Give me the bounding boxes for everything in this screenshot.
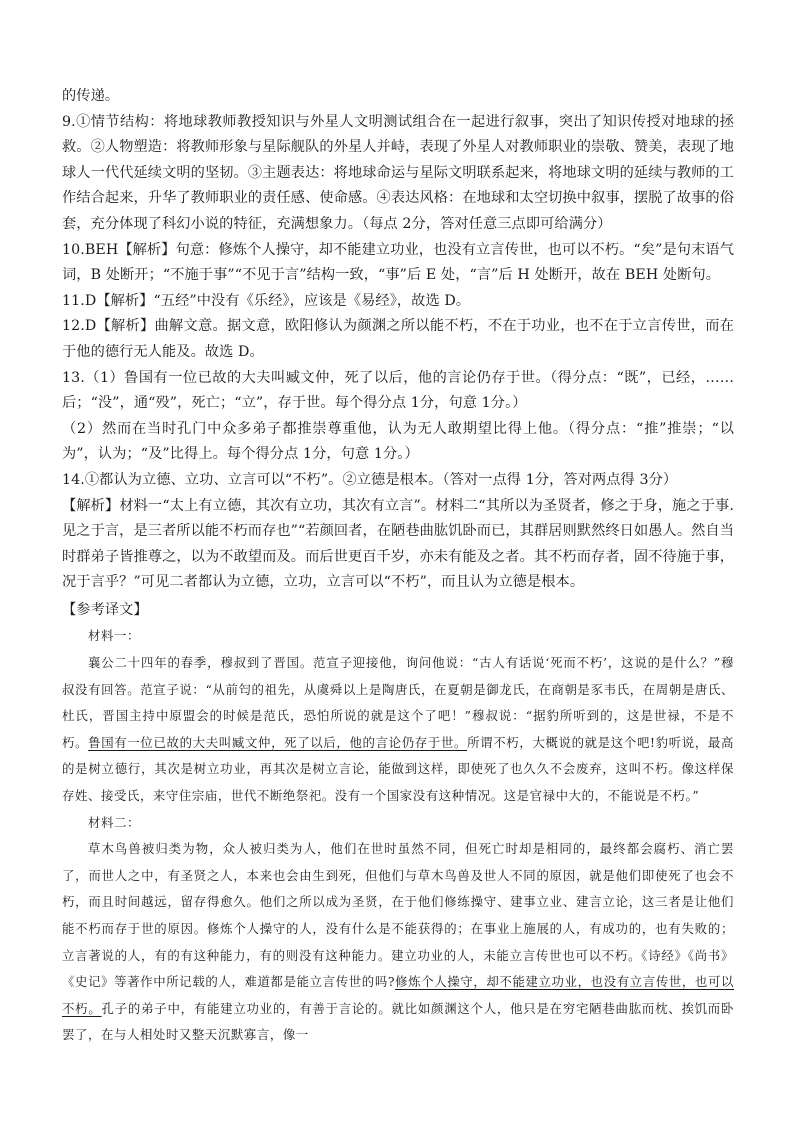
material-one-text-a: 襄公二十四年的春季，穆叔到了晋国。范宣子迎接他，询问他说：“古人有话说‘死而不朽’，这说的是什么？”穆叔没有回答。范宣子说：“从前匄的祖先，从虞舜以上是陶唐氏，在夏朝是御龙氏，在商朝是豕韦氏，在周朝是唐氏、杜氏，晋国主持中原盟会的时候是范氏，恐怕所说的就是这个了吧！”穆叔说：“据豹所听到的，这是世禄，不是不朽。 [62, 655, 734, 750]
answer-q11: 11.D【解析】“五经”中没有《乐经》，应该是《易经》，故选 D。 [62, 292, 471, 309]
answer-q13-2: （2）然而在当时孔门中众多弟子都推崇尊重他，认为无人敢期望比得上他。（得分点：“推”推崇；“以为”，认为；“及”比得上。每个得分点 1分，句意 1分。） [62, 420, 734, 463]
answer-page [62, 84, 734, 1049]
material-two-text-b: 孔子的弟子中，有能建立功业的，有善于言论的。就比如颜渊这个人，他只是在穷宅陋巷曲肱而枕、挨饥而卧罢了，在与人相处时又整天沉默寡言，像一 [62, 1000, 734, 1043]
answer-q14: 14.①都认为立德、立功、立言可以“不朽”。②立德是根本。（答对一点得 1分，答对两点得 3分） [62, 471, 678, 488]
answer-continuation: 的传递。 [62, 88, 120, 104]
material-two-underlined: 修炼个人操守，却不能建立功业，也没有立言传世，也可以不朽。 [62, 974, 734, 1016]
answer-q9: 9.①情节结构：将地球教师教授知识与外星人文明测试组合在一起进行叙事，突出了知识传授对地球的拯救。②人物塑造：将教师形象与星际舰队的外星人并峙，表现了外星人对教师职业的崇敬、赞美，表现了地球人一代代延续文明的坚韧。③主题表达：将地球命运与星际文明联系起来，将地球文明的延续与教师的工作结合起来，升华了教师职业的责任感、使命感。④表达风格：在地球和太空切换中叙事，摆脱了故事的俗套，充分体现了科幻小说的特征，充满想象力。（每点 2分，答对任意三点即可给满分） [62, 113, 734, 232]
material-one-text [62, 650, 734, 810]
material-one-title: 材料一： [88, 628, 140, 644]
material-one-underlined: 鲁国有一位已故的大夫叫臧文仲，死了以后，他的言论仍存于世。 [88, 734, 468, 750]
answer-q14-analysis: 【解析】材料一“太上有立德，其次有立功，其次有立言”。材料二“其所以为圣贤者，修之于身，施之于事.见之于言，是三者所以能不朽而存也”“若颜回者，在陋巷曲肱饥卧而已，其群居则默然终日如愚人。然自当时群弟子皆推尊之，以为不敢望而及。而后世更百千岁，亦未有能及之者。其不朽而存者，固不待施于事，况于言乎？”可见二者都认为立德，立功，立言可以“不朽”，而且认为立德是根本。 [62, 497, 734, 591]
reference-translation-heading: 【参考译文】 [62, 601, 148, 618]
material-one-text-b: 所谓不朽，大概说的就是这个吧!豹听说，最高的是树立德行，其次是树立功业，再其次是树立言论，能做到这样，即使死了也久久不会废弃，这叫不朽。像这样保存姓、接受氏，来守住宗庙，世代不断绝祭祀。没有一个国家没有这种情况。这是官禄中大的，不能说是不朽。” [62, 734, 734, 804]
answer-q10: 10.BEH【解析】句意：修炼个人操守，却不能建立功业，也没有立言传世，也可以不朽。“矣”是句末语气词，B 处断开；“不施于事”“不见于言”结构一致，“事”后 E 处，“言”后 H 处断开，故在 BEH 处断句。 [62, 241, 734, 284]
material-two-title: 材料二： [88, 814, 140, 830]
material-two-text-a: 草木鸟兽被归类为物，众人被归类为人，他们在世时虽然不同，但死亡时却是相同的，最终都会腐朽、消亡罢了，而世人之中，有圣贤之人，本来也会由生到死，但他们与草木鸟兽及世人不同的原因，就是他们即使死了也会不朽，而且时间越远，留存得愈久。他们之所以成为圣贤，在于他们修练操守、建事立业、建言立论，这三者是让他们能不朽而存于世的原因。修炼个人操守的人，没有什么是不能获得的；在事业上施展的人，有成功的，也有失败的；立言著说的人，有的有这种能力，有的则没有这种能力。建立功业的人，未能立言传世也可以不朽。《诗经》《尚书》《史记》等著作中所记载的人，难道都是能立言传世的吗? [62, 841, 734, 990]
answer-q13-1: 13.（1）鲁国有一位已故的大夫叫臧文仲，死了以后，他的言论仍存于世。（得分点：“既”，已经，……后；“没”，通“殁”，死亡；“立”，存于世。每个得分点 1分，句意 1分。） [62, 369, 734, 412]
answer-q12: 12.D【解析】曲解文意。据文意，欧阳修认为颜渊之所以能不朽，不在于功业，也不在于立言传世，而在于他的德行无人能及。故选 D。 [62, 318, 734, 360]
material-two-text [62, 836, 734, 1049]
